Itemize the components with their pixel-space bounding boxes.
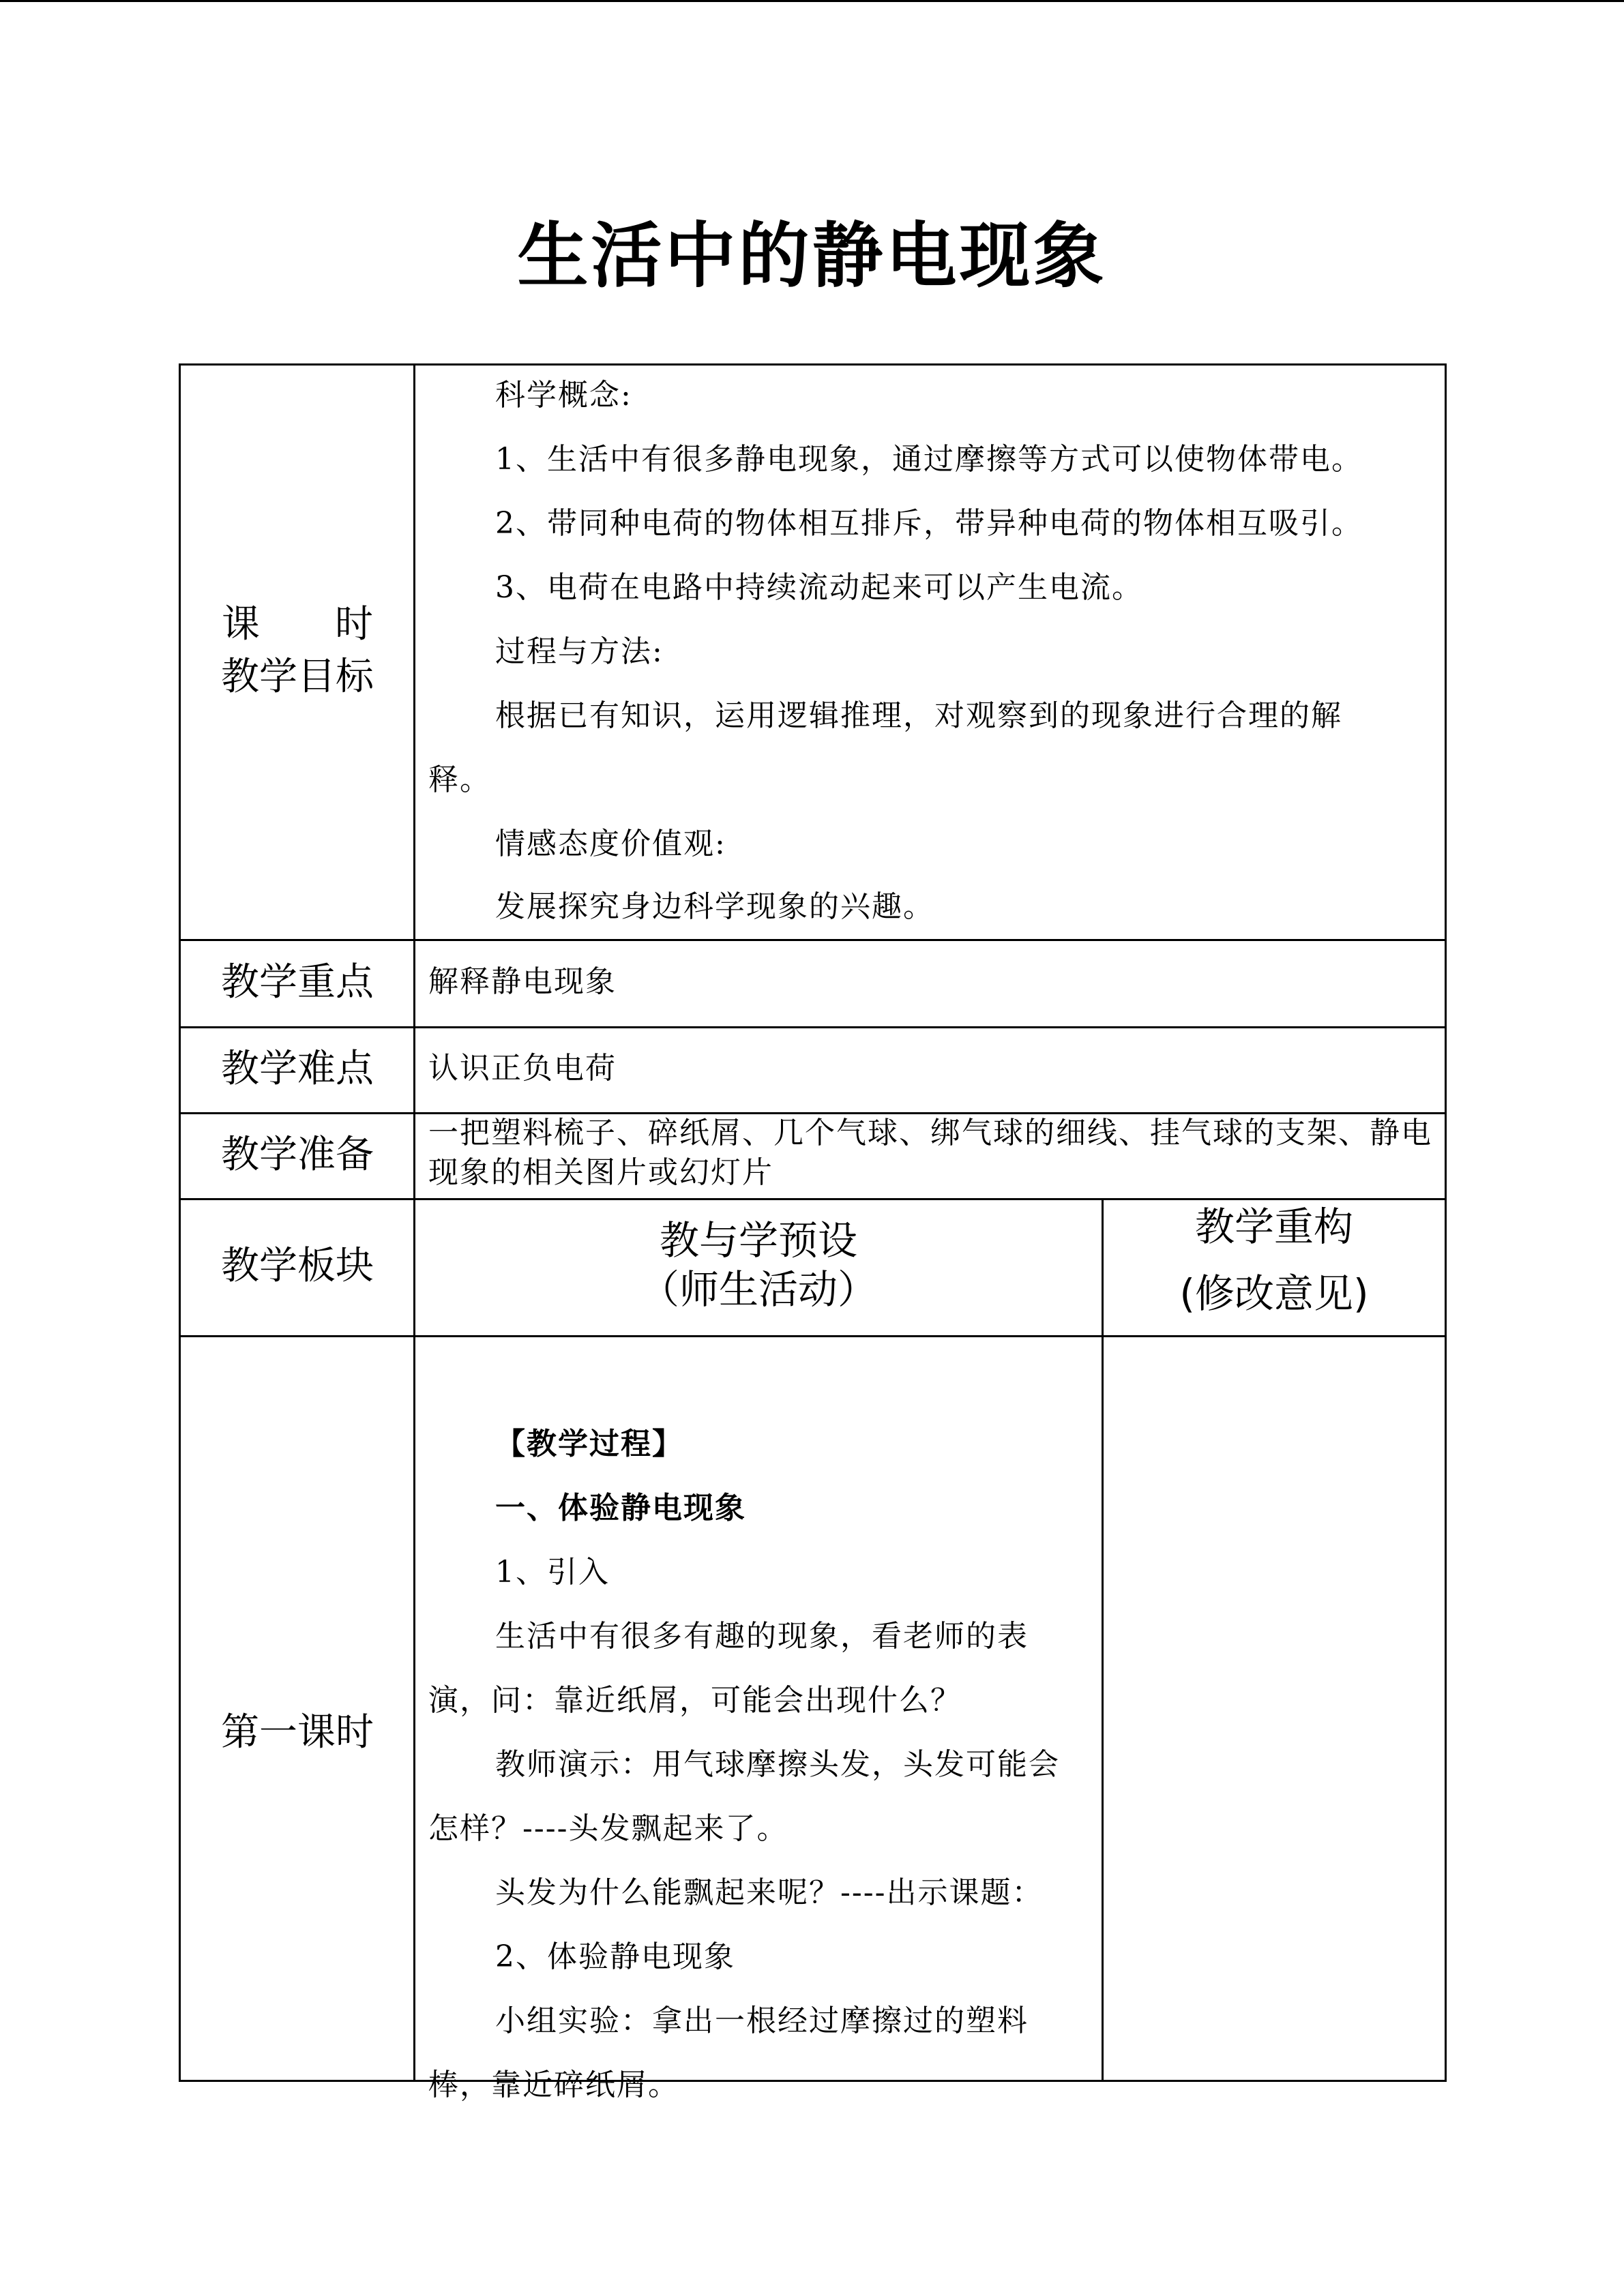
- attitude-heading: 情感态度价值观:: [495, 826, 726, 861]
- document-title: 生活中的静电现象: [517, 214, 1107, 297]
- column-header-plan-line2: （师生活动）: [639, 1266, 877, 1313]
- concept-heading: 科学概念:: [495, 378, 632, 413]
- page-top-border: [0, 0, 1624, 2]
- objectives-label-line1: 课 时: [222, 602, 373, 646]
- objectives-label-line2: 教学目标: [221, 655, 374, 699]
- concept-item: 1、生活中有很多静电现象，通过摩擦等方式可以使物体带电。: [495, 442, 1363, 477]
- column-header-revision-line1: 教学重构: [1194, 1204, 1353, 1250]
- lesson-paragraph: 教师演示：用气球摩擦头发，头发可能会怎样？----头发飘起来了。: [428, 1747, 1060, 1846]
- preparation-value: 一把塑料梳子、碎纸屑、几个气球、绑气球的细线、挂气球的支架、静电现象的相关图片或幻灯片: [428, 1116, 1432, 1190]
- difficulty-value: 认识正负电荷: [428, 1051, 617, 1086]
- preparation-label: 教学准备: [221, 1133, 374, 1177]
- lesson-paragraph: 生活中有很多有趣的现象，看老师的表演，问：靠近纸屑，可能会出现什么？: [428, 1619, 1029, 1718]
- table-rule: [1102, 1198, 1104, 2082]
- attitude-text: 发展探究身边科学现象的兴趣。: [495, 889, 934, 924]
- lesson-paragraph: 2、体验静电现象: [495, 1939, 735, 1974]
- concept-item: 3、电荷在电路中持续流动起来可以产生电流。: [495, 570, 1143, 605]
- key-point-label: 教学重点: [221, 960, 374, 1004]
- table-rule: [179, 939, 1447, 941]
- lesson1-label: 第一课时: [221, 1710, 374, 1755]
- lesson-paragraph: 1、引入: [495, 1555, 610, 1590]
- process-heading-bracket: 【教学过程】: [495, 1427, 683, 1461]
- column-header-revision-line2: (修改意见): [1179, 1270, 1369, 1317]
- lesson-paragraph: 小组实验：拿出一根经过摩擦过的塑料棒，靠近碎纸屑。: [428, 2003, 1029, 2102]
- difficulty-label: 教学难点: [221, 1047, 374, 1091]
- process-text: 根据已有知识，运用逻辑推理，对观察到的现象进行合理的解释。: [428, 698, 1342, 797]
- lesson-paragraph: 头发为什么能飘起来呢？----出示课题：: [495, 1875, 1044, 1910]
- column-header-plan-line1: 教与学预设: [659, 1217, 857, 1264]
- process-heading: 过程与方法:: [495, 634, 664, 669]
- table-rule: [179, 1026, 1447, 1028]
- revision-notes-cell: [1106, 1340, 1441, 2076]
- column-header-module: 教学板块: [221, 1244, 374, 1288]
- concept-item: 2、带同种电荷的物体相互排斥，带异种电荷的物体相互吸引。: [495, 506, 1363, 541]
- key-point-value: 解释静电现象: [428, 964, 617, 999]
- table-rule: [179, 1335, 1447, 1337]
- table-rule: [179, 1198, 1447, 1200]
- table-rule: [1445, 363, 1447, 2082]
- section-heading: 一、体验静电现象: [495, 1491, 746, 1525]
- lesson-plan-table: [179, 363, 1447, 2102]
